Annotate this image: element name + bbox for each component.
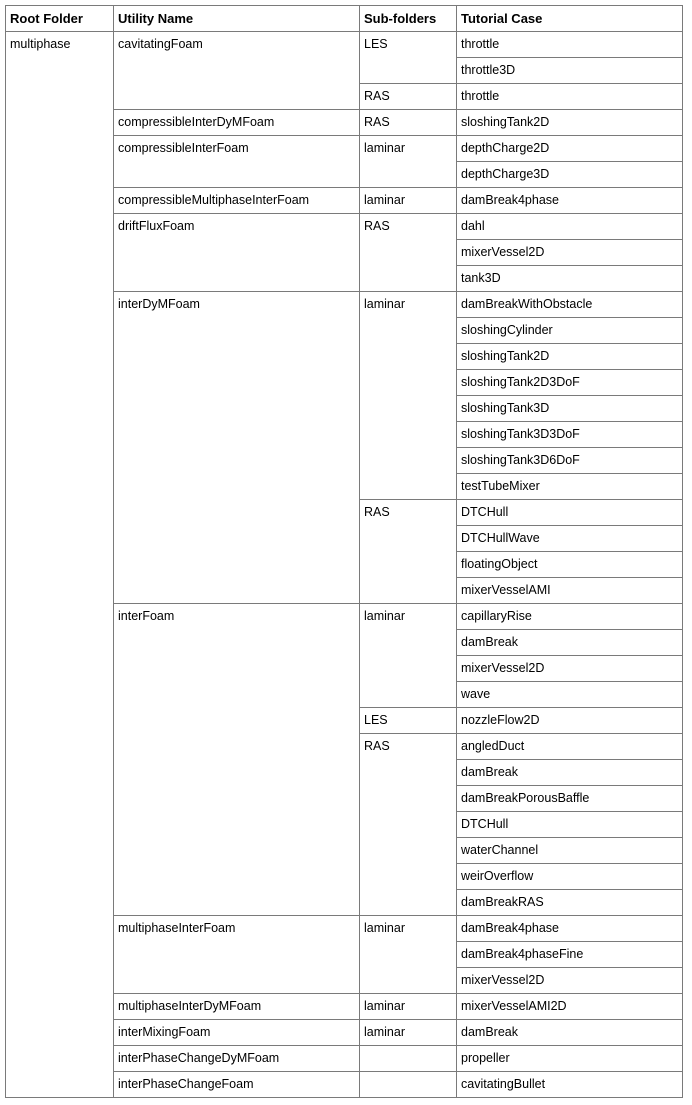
table-container (5, 5, 683, 1098)
cell-tutorial-case: weirOverflow (457, 864, 683, 890)
cell-utility-name: multiphaseInterDyMFoam (114, 994, 360, 1020)
cell-tutorial-case: throttle (457, 84, 683, 110)
cell-tutorial-case: capillaryRise (457, 604, 683, 630)
cell-utility-name: interDyMFoam (114, 292, 360, 604)
cell-utility-name: compressibleInterDyMFoam (114, 110, 360, 136)
cell-utility-name: interPhaseChangeFoam (114, 1072, 360, 1098)
cell-tutorial-case: sloshingTank2D (457, 344, 683, 370)
cell-sub-folder: LES (360, 32, 457, 84)
cell-sub-folder (360, 1046, 457, 1072)
cell-tutorial-case: damBreak4phaseFine (457, 942, 683, 968)
cell-sub-folder: LES (360, 708, 457, 734)
cell-tutorial-case: throttle3D (457, 58, 683, 84)
cell-utility-name: interFoam (114, 604, 360, 916)
cell-tutorial-case: mixerVesselAMI2D (457, 994, 683, 1020)
cell-tutorial-case: testTubeMixer (457, 474, 683, 500)
cell-tutorial-case: damBreak4phase (457, 916, 683, 942)
cell-tutorial-case: damBreak (457, 1020, 683, 1046)
header-tutorial-case: Tutorial Case (457, 6, 683, 32)
header-row (6, 6, 683, 32)
cell-tutorial-case: DTCHull (457, 812, 683, 838)
cell-tutorial-case: damBreak4phase (457, 188, 683, 214)
cell-tutorial-case: sloshingCylinder (457, 318, 683, 344)
cell-utility-name: multiphaseInterFoam (114, 916, 360, 994)
cell-tutorial-case: propeller (457, 1046, 683, 1072)
cell-utility-name: driftFluxFoam (114, 214, 360, 292)
cell-tutorial-case: DTCHull (457, 500, 683, 526)
cell-tutorial-case: sloshingTank2D3DoF (457, 370, 683, 396)
cell-sub-folder: laminar (360, 1020, 457, 1046)
cell-sub-folder: laminar (360, 604, 457, 708)
cell-tutorial-case: waterChannel (457, 838, 683, 864)
cell-utility-name: interPhaseChangeDyMFoam (114, 1046, 360, 1072)
cell-tutorial-case: damBreak (457, 760, 683, 786)
cell-tutorial-case: depthCharge3D (457, 162, 683, 188)
table-row (6, 32, 683, 58)
cell-utility-name: compressibleInterFoam (114, 136, 360, 188)
cell-sub-folder: RAS (360, 500, 457, 604)
cell-root-folder: multiphase (6, 32, 114, 1098)
cell-tutorial-case: floatingObject (457, 552, 683, 578)
cell-tutorial-case: depthCharge2D (457, 136, 683, 162)
cell-utility-name: cavitatingFoam (114, 32, 360, 110)
cell-tutorial-case: mixerVessel2D (457, 240, 683, 266)
cell-sub-folder (360, 1072, 457, 1098)
cell-sub-folder: laminar (360, 188, 457, 214)
cell-tutorial-case: damBreak (457, 630, 683, 656)
cell-sub-folder: RAS (360, 110, 457, 136)
cell-sub-folder: RAS (360, 734, 457, 916)
cell-tutorial-case: sloshingTank3D6DoF (457, 448, 683, 474)
cell-tutorial-case: sloshingTank3D (457, 396, 683, 422)
cell-sub-folder: RAS (360, 214, 457, 292)
header-root-folder: Root Folder (6, 6, 114, 32)
cell-tutorial-case: angledDuct (457, 734, 683, 760)
cell-sub-folder: laminar (360, 292, 457, 500)
cell-tutorial-case: tank3D (457, 266, 683, 292)
cell-tutorial-case: throttle (457, 32, 683, 58)
table-body (6, 32, 683, 1098)
header-utility-name: Utility Name (114, 6, 360, 32)
cell-sub-folder: laminar (360, 916, 457, 994)
cell-sub-folder: laminar (360, 994, 457, 1020)
cell-sub-folder: laminar (360, 136, 457, 188)
cell-utility-name: interMixingFoam (114, 1020, 360, 1046)
cell-tutorial-case: damBreakRAS (457, 890, 683, 916)
cell-tutorial-case: wave (457, 682, 683, 708)
cell-tutorial-case: nozzleFlow2D (457, 708, 683, 734)
cell-tutorial-case: sloshingTank2D (457, 110, 683, 136)
cell-tutorial-case: cavitatingBullet (457, 1072, 683, 1098)
header-sub-folders: Sub-folders (360, 6, 457, 32)
cell-utility-name: compressibleMultiphaseInterFoam (114, 188, 360, 214)
cell-tutorial-case: dahl (457, 214, 683, 240)
cell-tutorial-case: damBreakWithObstacle (457, 292, 683, 318)
cell-tutorial-case: mixerVesselAMI (457, 578, 683, 604)
cell-tutorial-case: DTCHullWave (457, 526, 683, 552)
cell-tutorial-case: mixerVessel2D (457, 656, 683, 682)
cell-tutorial-case: sloshingTank3D3DoF (457, 422, 683, 448)
cell-sub-folder: RAS (360, 84, 457, 110)
cell-tutorial-case: mixerVessel2D (457, 968, 683, 994)
tutorial-table (5, 5, 683, 1098)
cell-tutorial-case: damBreakPorousBaffle (457, 786, 683, 812)
